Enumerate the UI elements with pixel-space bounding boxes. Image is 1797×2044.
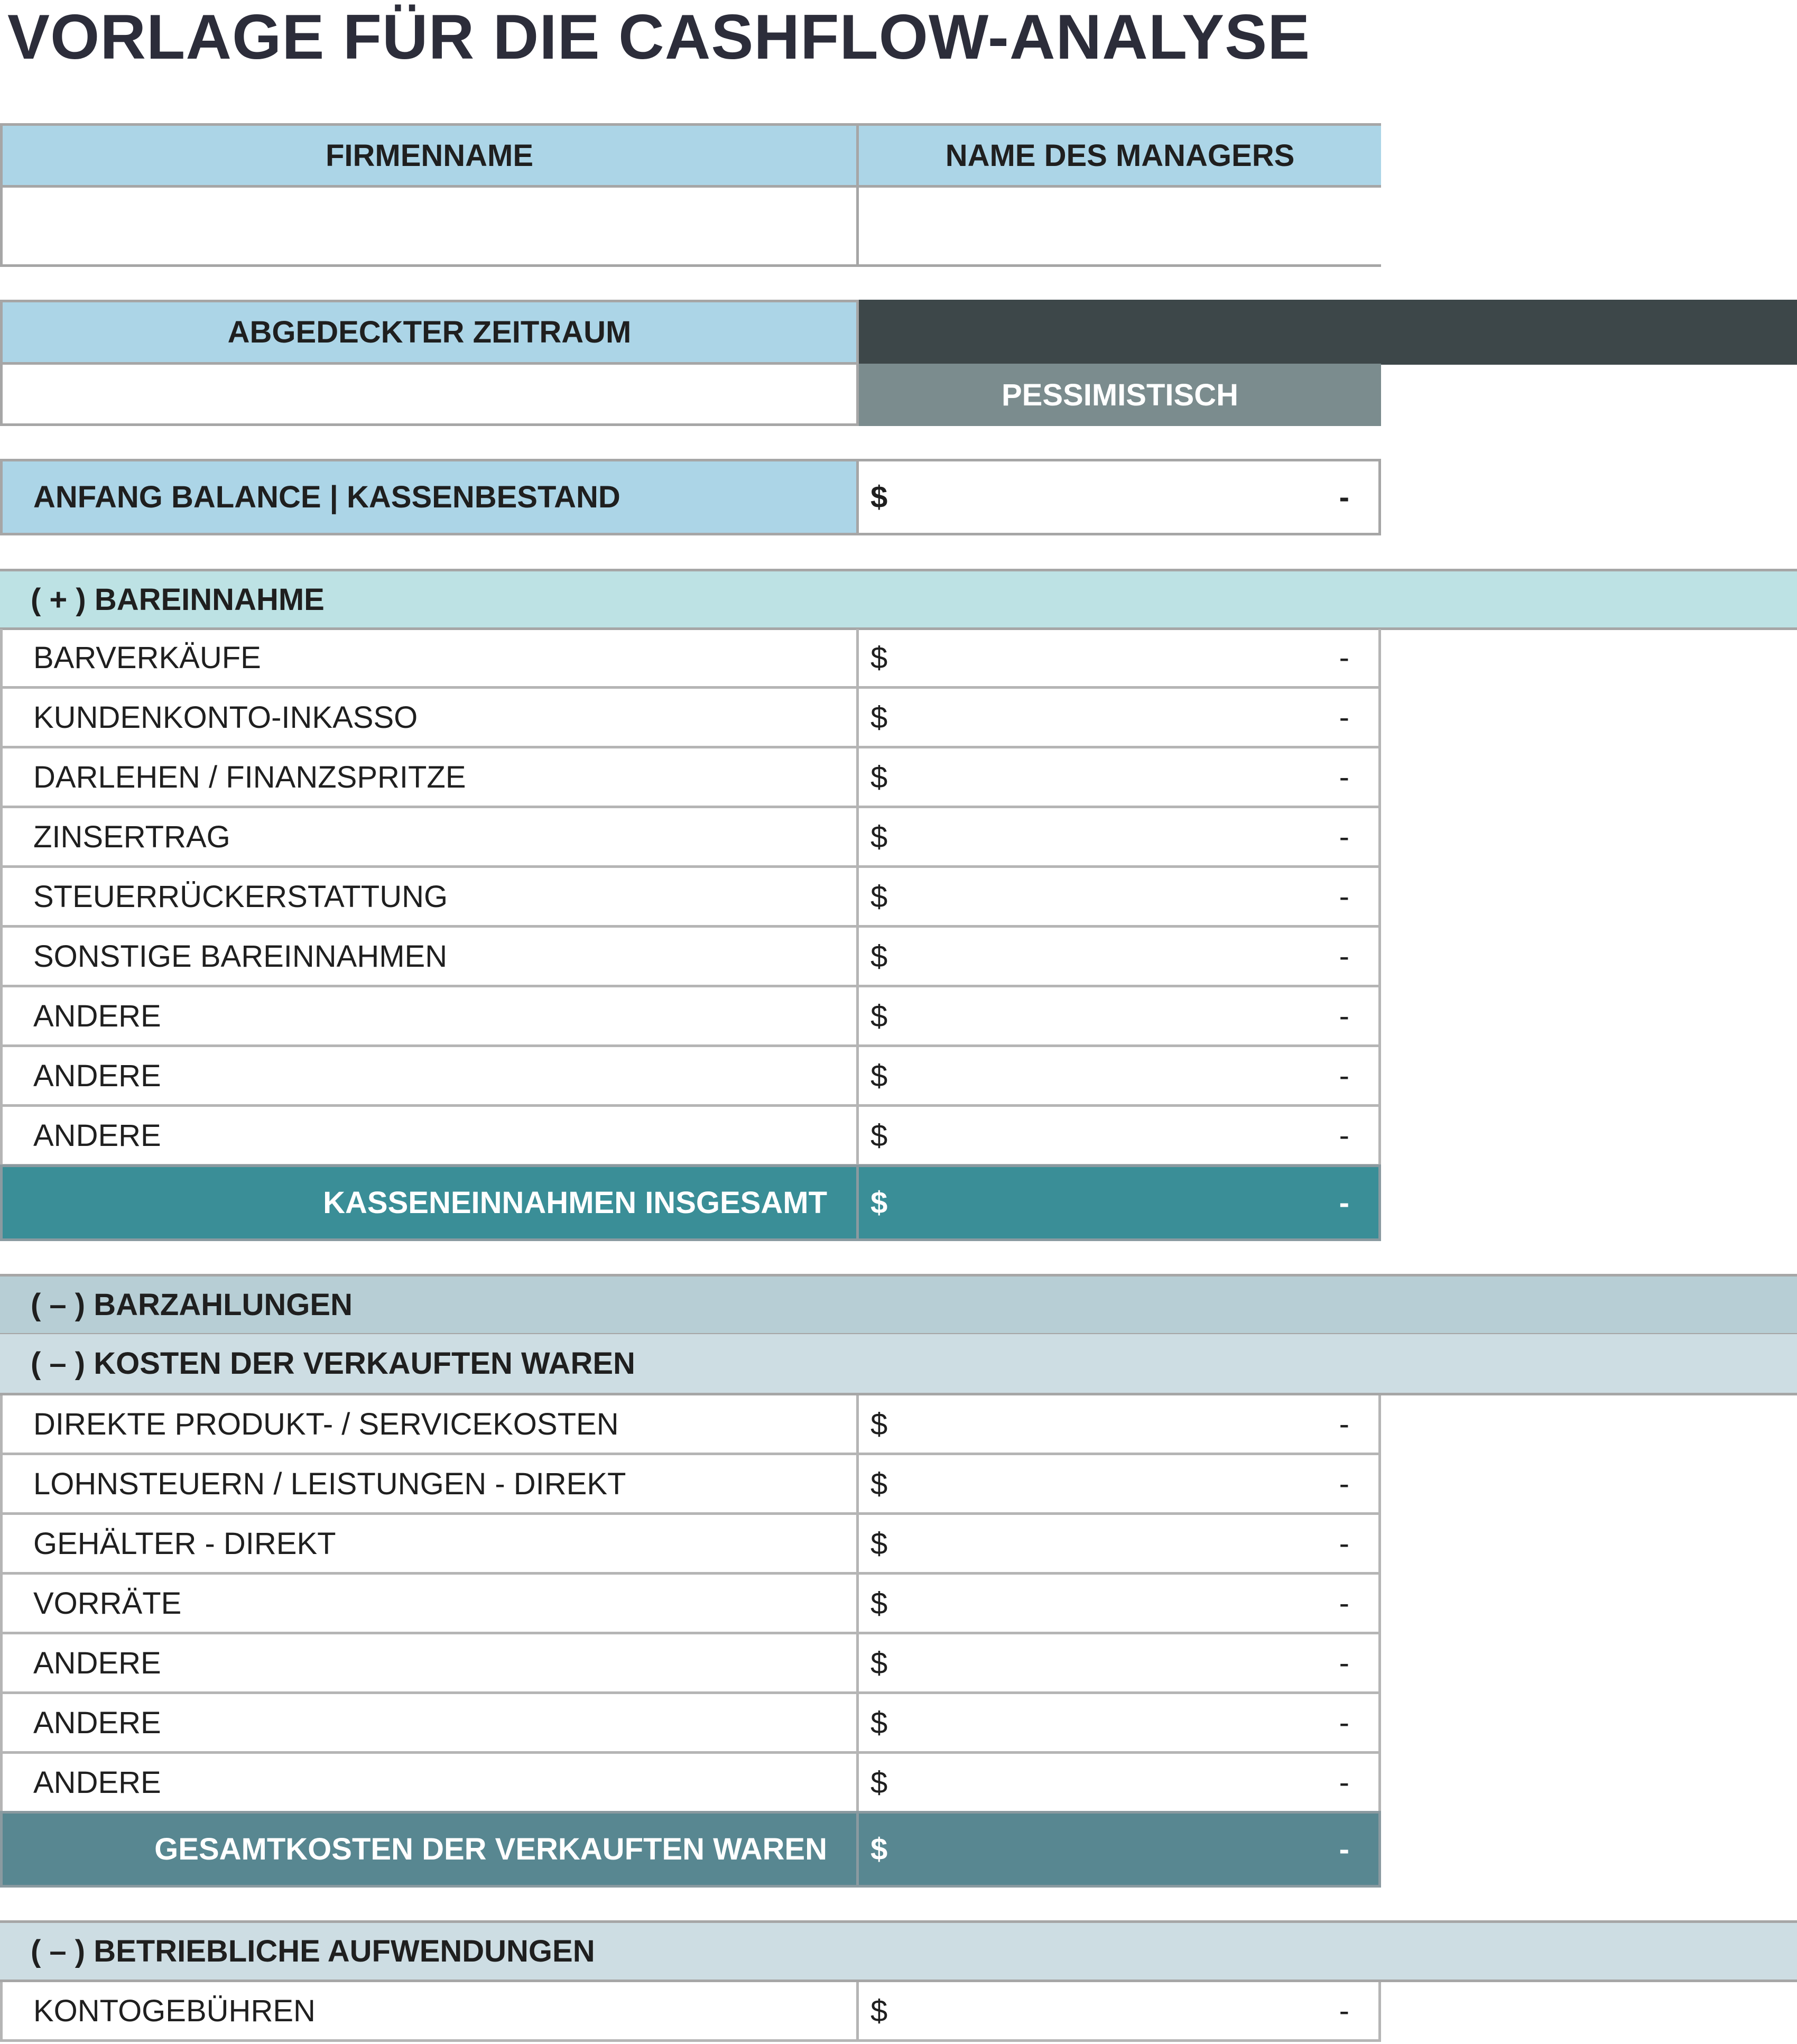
table-row <box>0 748 1381 808</box>
receipts-total-cell <box>859 1164 1381 1241</box>
line-item-value: - <box>1339 879 1349 914</box>
currency-symbol: $ <box>870 1118 888 1153</box>
line-item-amount-cell[interactable] <box>859 1575 1381 1634</box>
opening-balance-cell[interactable] <box>859 459 1381 535</box>
currency-symbol: $ <box>870 1058 888 1093</box>
opening-balance-label: ANFANG BALANCE | KASSENBESTAND <box>0 459 859 535</box>
currency-symbol: $ <box>870 1645 888 1680</box>
line-item-value: - <box>1339 1118 1349 1153</box>
line-item-value: - <box>1339 1765 1349 1800</box>
period-label: ABGEDECKTER ZEITRAUM <box>0 300 859 365</box>
line-item-value: - <box>1339 1645 1349 1680</box>
table-row <box>0 1634 1381 1694</box>
page-title: VORLAGE FÜR DIE CASHFLOW-ANALYSE <box>7 2 1311 72</box>
currency-symbol: $ <box>870 879 888 914</box>
receipts-total-value: - <box>1339 1186 1349 1220</box>
cogs-total-value: - <box>1339 1832 1349 1866</box>
line-item-label: DARLEHEN / FINANZSPRITZE <box>0 748 859 808</box>
line-item-label: SONSTIGE BAREINNAHMEN <box>0 928 859 987</box>
currency-symbol: $ <box>870 1526 888 1561</box>
line-item-value: - <box>1339 700 1349 735</box>
opex-heading: ( – ) BETRIEBLICHE AUFWENDUNGEN <box>0 1920 1797 1982</box>
line-item-label: ZINSERTRAG <box>0 808 859 868</box>
table-row <box>0 1694 1381 1754</box>
line-item-label: KONTOGEBÜHREN <box>0 1982 859 2042</box>
currency-symbol: $ <box>870 819 888 854</box>
line-item-amount-cell[interactable] <box>859 808 1381 868</box>
cogs-heading: ( – ) KOSTEN DER VERKAUFTEN WAREN <box>0 1334 1797 1395</box>
line-item-amount-cell[interactable] <box>859 689 1381 748</box>
line-item-value: - <box>1339 1705 1349 1740</box>
receipts-total-label: KASSENEINNAHMEN INSGESAMT <box>0 1164 859 1241</box>
table-row <box>0 1575 1381 1634</box>
scenario-label: PESSIMISTISCH <box>859 364 1381 426</box>
line-item-value: - <box>1339 998 1349 1033</box>
table-row <box>0 1395 1381 1455</box>
company-name-label: FIRMENNAME <box>0 123 859 188</box>
line-item-value: - <box>1339 819 1349 854</box>
line-item-label: ANDERE <box>0 1634 859 1694</box>
table-row <box>0 868 1381 928</box>
table-row <box>0 1047 1381 1107</box>
payments-section-row <box>0 1274 1797 1336</box>
line-item-label: STEUERRÜCKERSTATTUNG <box>0 868 859 928</box>
line-item-amount-cell[interactable] <box>859 1107 1381 1167</box>
line-item-label: ANDERE <box>0 1107 859 1167</box>
line-item-value: - <box>1339 1526 1349 1561</box>
manager-name-input[interactable] <box>859 185 1381 267</box>
receipts-total-row <box>0 1164 1381 1241</box>
table-row <box>0 1982 1381 2042</box>
line-item-amount-cell[interactable] <box>859 1754 1381 1814</box>
line-item-label: ANDERE <box>0 987 859 1047</box>
currency-symbol: $ <box>870 1705 888 1740</box>
table-row <box>0 1515 1381 1575</box>
scenario-header-bar <box>859 300 1797 365</box>
table-row <box>0 689 1381 748</box>
line-item-amount-cell[interactable] <box>859 748 1381 808</box>
line-item-amount-cell[interactable] <box>859 1982 1381 2042</box>
line-item-amount-cell[interactable] <box>859 1395 1381 1455</box>
line-item-amount-cell[interactable] <box>859 928 1381 987</box>
table-row <box>0 928 1381 987</box>
receipts-section-row <box>0 569 1797 630</box>
period-value-row <box>0 364 1381 426</box>
manager-name-label: NAME DES MANAGERS <box>859 123 1381 188</box>
opex-section-row <box>0 1920 1797 1982</box>
opening-balance-value: - <box>1339 480 1349 514</box>
table-row <box>0 808 1381 868</box>
currency-symbol: $ <box>870 480 888 514</box>
currency-symbol: $ <box>870 1765 888 1800</box>
currency-symbol: $ <box>870 1586 888 1621</box>
line-item-label: ANDERE <box>0 1694 859 1754</box>
currency-symbol: $ <box>870 1186 888 1220</box>
currency-symbol: $ <box>870 1993 888 2028</box>
line-item-value: - <box>1339 1993 1349 2028</box>
line-item-label: ANDERE <box>0 1754 859 1814</box>
cogs-section-row <box>0 1334 1797 1395</box>
cogs-total-cell <box>859 1811 1381 1888</box>
line-item-label: GEHÄLTER - DIREKT <box>0 1515 859 1575</box>
currency-symbol: $ <box>870 700 888 735</box>
currency-symbol: $ <box>870 998 888 1033</box>
line-item-amount-cell[interactable] <box>859 1455 1381 1515</box>
receipts-heading: ( + ) BAREINNAHME <box>0 569 1797 630</box>
line-item-label: LOHNSTEUERN / LEISTUNGEN - DIREKT <box>0 1455 859 1515</box>
currency-symbol: $ <box>870 1407 888 1441</box>
currency-symbol: $ <box>870 1466 888 1501</box>
line-item-value: - <box>1339 640 1349 675</box>
line-item-value: - <box>1339 1586 1349 1621</box>
company-header-row <box>0 123 1381 188</box>
cogs-total-row <box>0 1811 1381 1888</box>
table-row <box>0 1455 1381 1515</box>
line-item-label: BARVERKÄUFE <box>0 629 859 689</box>
period-input[interactable] <box>0 364 859 426</box>
line-item-amount-cell[interactable] <box>859 1694 1381 1754</box>
line-item-amount-cell[interactable] <box>859 987 1381 1047</box>
period-header-row <box>0 300 1797 365</box>
payments-heading: ( – ) BARZAHLUNGEN <box>0 1274 1797 1336</box>
cogs-total-label: GESAMTKOSTEN DER VERKAUFTEN WAREN <box>0 1811 859 1888</box>
line-item-value: - <box>1339 939 1349 974</box>
line-item-amount-cell[interactable] <box>859 1515 1381 1575</box>
line-item-amount-cell[interactable] <box>859 629 1381 689</box>
line-item-value: - <box>1339 1466 1349 1501</box>
table-row <box>0 987 1381 1047</box>
currency-symbol: $ <box>870 939 888 974</box>
line-item-label: VORRÄTE <box>0 1575 859 1634</box>
line-item-label: KUNDENKONTO-INKASSO <box>0 689 859 748</box>
line-item-label: ANDERE <box>0 1047 859 1107</box>
line-item-value: - <box>1339 1058 1349 1093</box>
line-item-amount-cell[interactable] <box>859 1047 1381 1107</box>
currency-symbol: $ <box>870 640 888 675</box>
company-name-input[interactable] <box>0 185 859 267</box>
table-row <box>0 1107 1381 1167</box>
line-item-amount-cell[interactable] <box>859 868 1381 928</box>
currency-symbol: $ <box>870 1832 888 1866</box>
line-item-value: - <box>1339 760 1349 794</box>
table-row <box>0 1754 1381 1814</box>
opening-balance-row <box>0 459 1381 535</box>
currency-symbol: $ <box>870 760 888 794</box>
line-item-amount-cell[interactable] <box>859 1634 1381 1694</box>
company-value-row <box>0 185 1381 267</box>
line-item-value: - <box>1339 1407 1349 1441</box>
line-item-label: DIREKTE PRODUKT- / SERVICEKOSTEN <box>0 1395 859 1455</box>
table-row <box>0 629 1381 689</box>
